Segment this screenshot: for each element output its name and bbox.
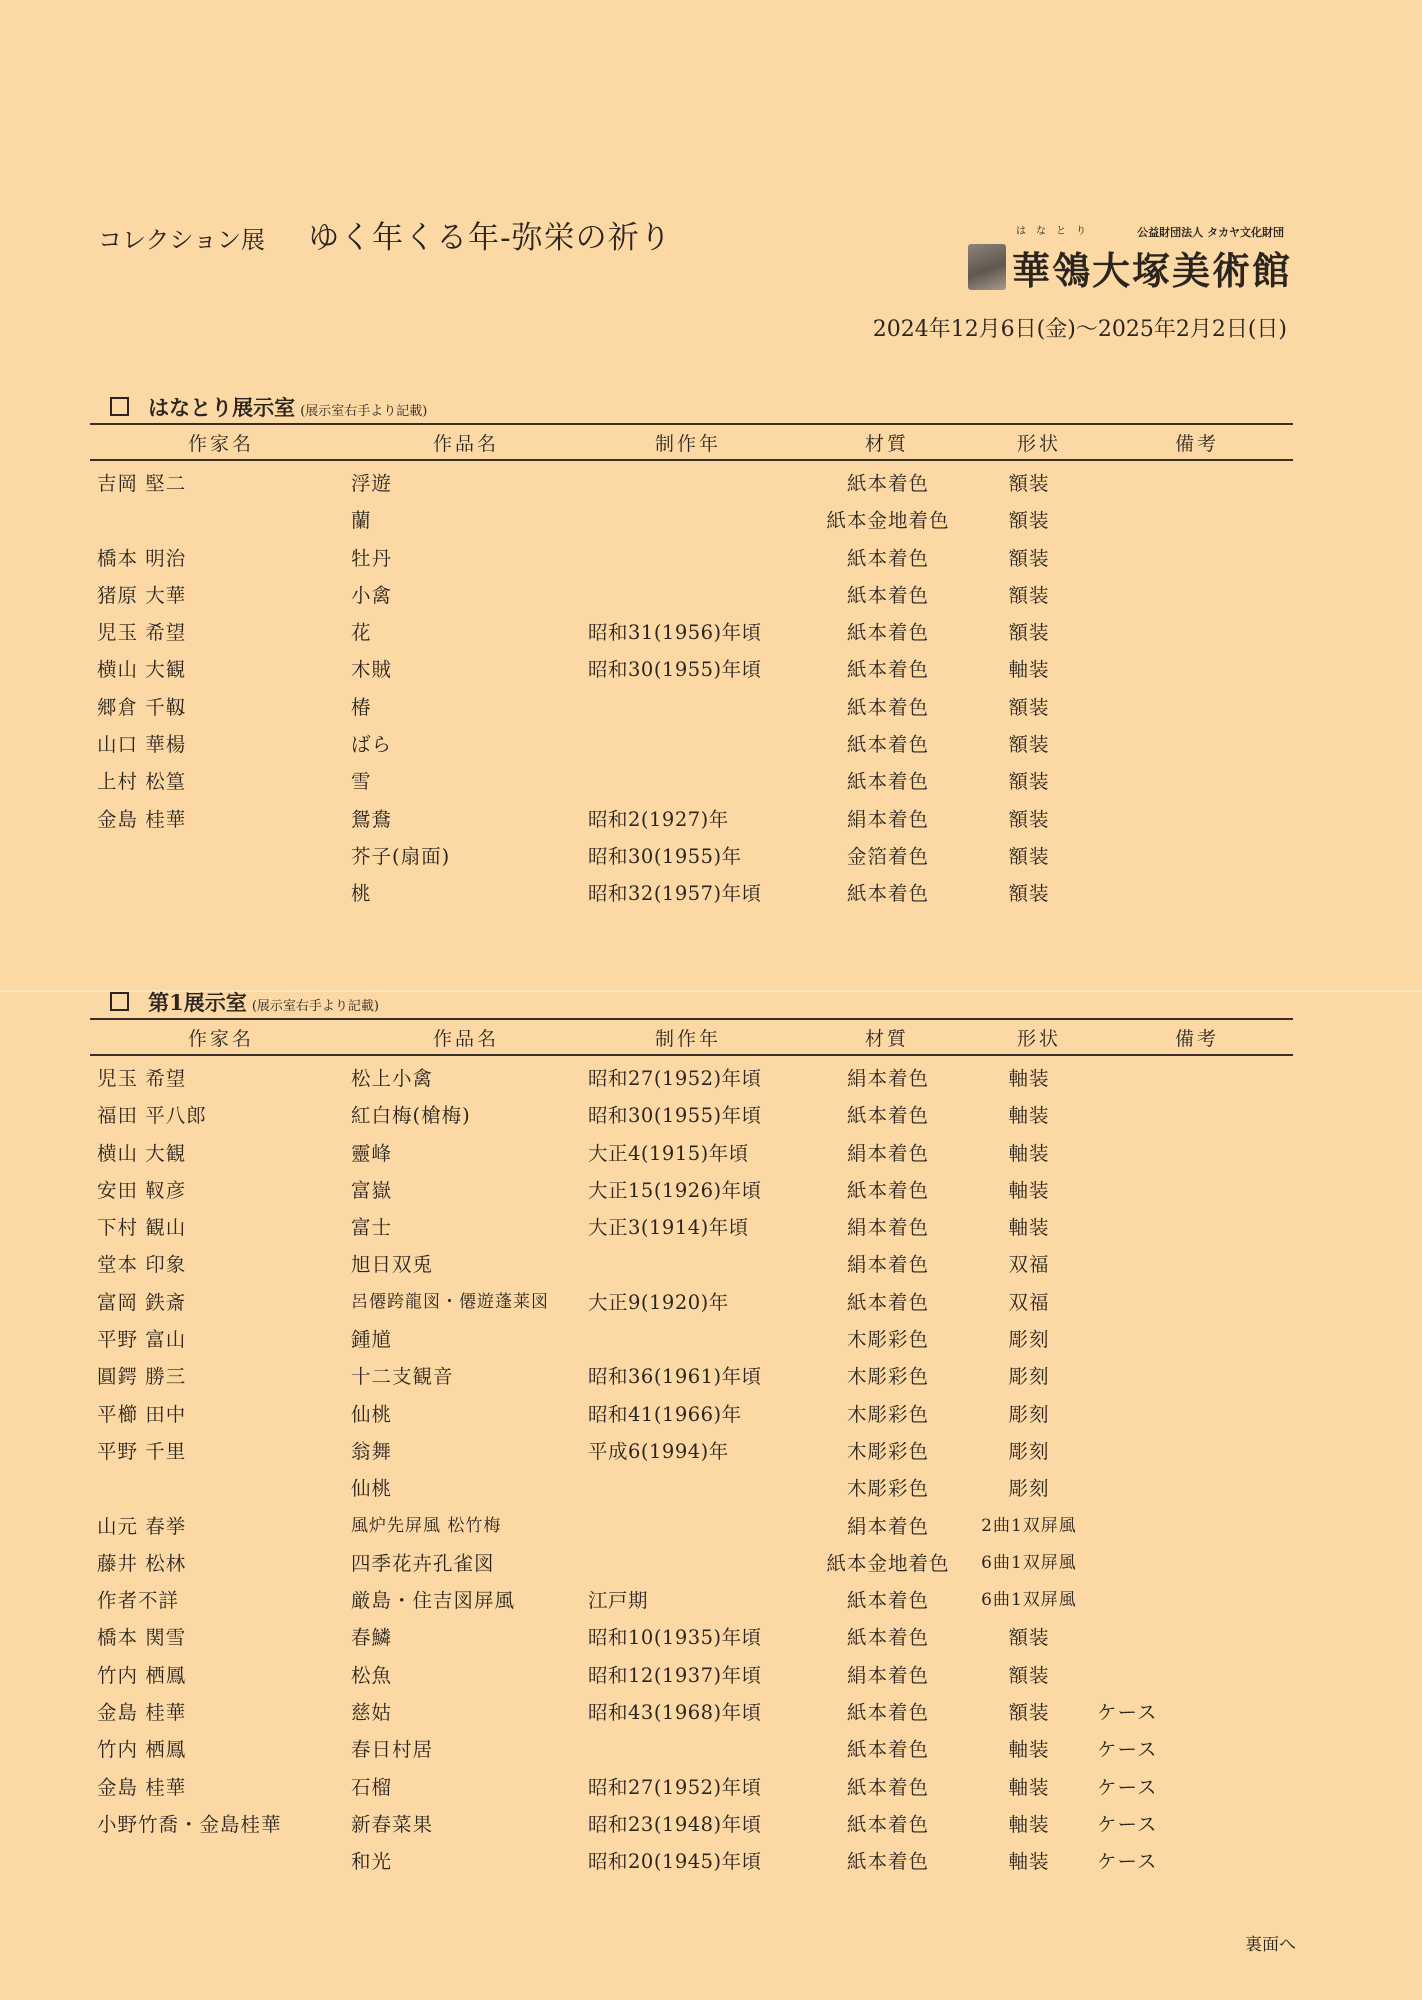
- material-cell: 紙本着色: [846, 1812, 929, 1836]
- artist-cell: 平野 富山: [97, 1328, 187, 1352]
- table-row: [90, 1429, 1293, 1466]
- table-row: [90, 1242, 1293, 1279]
- work-title-cell: 靈峰: [351, 1141, 393, 1165]
- table-row: [90, 1690, 1293, 1727]
- table-row: [90, 647, 1293, 684]
- work-title-cell: 小禽: [351, 583, 393, 607]
- artist-cell: 橋本 明治: [97, 546, 187, 570]
- work-title-cell: 石榴: [351, 1775, 393, 1799]
- material-cell: 紙本着色: [846, 658, 929, 682]
- material-cell: 金箔着色: [846, 844, 929, 868]
- artist-cell: 児玉 希望: [97, 621, 187, 645]
- table-row: [90, 1578, 1293, 1615]
- material-cell: 紙本着色: [846, 472, 929, 495]
- format-cell: 額装: [1008, 733, 1050, 757]
- artist-cell: 藤井 松林: [97, 1551, 187, 1575]
- format-cell: 額装: [1008, 509, 1050, 533]
- work-title-cell: 花: [351, 621, 372, 645]
- column-header-remarks: 備考: [1175, 433, 1220, 455]
- artist-cell: 富岡 鉄斎: [97, 1290, 187, 1314]
- work-title-cell: 旭日双兎: [351, 1253, 434, 1277]
- format-cell: 2曲1双屏風: [981, 1515, 1077, 1536]
- artist-cell: 作者不詳: [97, 1589, 180, 1613]
- artist-cell: 福田 平八郎: [97, 1104, 207, 1128]
- year-cell: 昭和27(1952)年頃: [588, 1775, 762, 1799]
- material-cell: 木彫彩色: [846, 1365, 929, 1389]
- work-title-cell: 春鱗: [351, 1626, 393, 1650]
- material-cell: 紙本金地着色: [826, 1551, 950, 1575]
- material-cell: 紙本金地着色: [826, 509, 950, 533]
- format-cell: 額装: [1008, 807, 1050, 831]
- table-row: [90, 536, 1293, 573]
- material-cell: 木彫彩色: [846, 1328, 929, 1352]
- exhibit-table: [90, 423, 1293, 909]
- remarks-cell: ケース: [1097, 1701, 1158, 1725]
- remarks-cell: ケース: [1097, 1738, 1158, 1762]
- artist-cell: 猪原 大華: [97, 583, 187, 607]
- work-title-cell: 厳島・住吉図屏風: [351, 1589, 516, 1613]
- material-cell: 紙本着色: [846, 1626, 929, 1650]
- column-header-artist: 作家名: [188, 1028, 255, 1050]
- section-note: (展示室右手より記載): [300, 404, 428, 419]
- artist-cell: 平野 千里: [97, 1439, 187, 1463]
- format-cell: 彫刻: [1008, 1439, 1050, 1463]
- format-cell: 軸装: [1008, 1216, 1050, 1240]
- format-cell: 軸装: [1008, 1850, 1050, 1874]
- exhibition-dates: 2024年12月6日(金)～2025年2月2日(日): [872, 317, 1287, 342]
- table-row: [90, 834, 1293, 871]
- table-row: [90, 1802, 1293, 1839]
- material-cell: 木彫彩色: [846, 1477, 929, 1501]
- year-cell: 大正9(1920)年: [588, 1290, 729, 1314]
- work-title-cell: 仙桃: [351, 1402, 393, 1426]
- year-cell: 昭和30(1955)年頃: [588, 1104, 762, 1128]
- work-title-cell: 四季花卉孔雀図: [351, 1551, 495, 1575]
- year-cell: 昭和30(1955)年: [588, 844, 742, 868]
- year-cell: 昭和36(1961)年頃: [588, 1365, 762, 1389]
- table-row: [90, 461, 1293, 498]
- artist-cell: 児玉 希望: [97, 1067, 187, 1090]
- format-cell: 額装: [1008, 1626, 1050, 1650]
- work-title-cell: 慈姑: [351, 1701, 393, 1725]
- format-cell: 6曲1双屏風: [981, 1552, 1077, 1573]
- year-cell: 昭和12(1937)年頃: [588, 1663, 762, 1687]
- year-cell: 昭和2(1927)年: [588, 807, 729, 831]
- year-cell: 平成6(1994)年: [588, 1439, 729, 1463]
- table-row: [90, 871, 1293, 908]
- table-row: [90, 610, 1293, 647]
- artist-cell: 竹内 栖鳳: [97, 1663, 187, 1687]
- table-row: [90, 1168, 1293, 1205]
- format-cell: 額装: [1008, 882, 1050, 906]
- section-title: 第1展示室: [148, 990, 247, 1015]
- year-cell: 昭和23(1948)年頃: [588, 1812, 762, 1836]
- year-cell: 昭和32(1957)年頃: [588, 882, 762, 906]
- material-cell: 絹本着色: [846, 1253, 929, 1277]
- table-row: [90, 1205, 1293, 1242]
- artist-cell: 安田 靫彦: [97, 1178, 187, 1202]
- table-row: [90, 1765, 1293, 1802]
- format-cell: 彫刻: [1008, 1402, 1050, 1426]
- work-title-cell: 松上小禽: [351, 1067, 434, 1090]
- column-header-form: 形状: [1017, 433, 1062, 455]
- artist-cell: 金島 桂華: [97, 1701, 187, 1725]
- artist-cell: 圓鍔 勝三: [97, 1365, 187, 1389]
- artist-cell: 平櫛 田中: [97, 1402, 187, 1426]
- work-title-cell: 和光: [351, 1850, 393, 1874]
- exhibit-table: [90, 1018, 1293, 1877]
- work-title-cell: 雪: [351, 770, 372, 794]
- material-cell: 絹本着色: [846, 807, 929, 831]
- year-cell: 昭和10(1935)年頃: [588, 1626, 762, 1650]
- work-title-cell: 松魚: [351, 1663, 393, 1687]
- format-cell: 彫刻: [1008, 1328, 1050, 1352]
- exhibition-title: ゆく年くる年-弥栄の祈り: [308, 220, 672, 256]
- material-cell: 紙本着色: [846, 546, 929, 570]
- table-row: [90, 685, 1293, 722]
- table-header: [90, 1018, 1293, 1056]
- format-cell: 軸装: [1008, 1067, 1050, 1090]
- exhibition-heading: [98, 212, 672, 257]
- material-cell: 紙本着色: [846, 695, 929, 719]
- checkbox-square-icon: [110, 397, 129, 416]
- material-cell: 紙本着色: [846, 1850, 929, 1874]
- format-cell: 額装: [1008, 621, 1050, 645]
- museum-reading: はなとり: [1016, 226, 1096, 237]
- material-cell: 紙本着色: [846, 1104, 929, 1128]
- material-cell: 紙本着色: [846, 1775, 929, 1799]
- column-header-form: 形状: [1017, 1028, 1062, 1050]
- column-header-year: 制作年: [655, 433, 722, 455]
- artist-cell: 郷倉 千靱: [97, 695, 187, 719]
- year-cell: 大正3(1914)年頃: [588, 1216, 749, 1240]
- table-row: [90, 1839, 1293, 1876]
- column-header-remarks: 備考: [1175, 1028, 1220, 1050]
- year-cell: 大正15(1926)年頃: [588, 1178, 762, 1202]
- checkbox-square-icon: [110, 992, 129, 1011]
- museum-org: 公益財団法人 タカヤ文化財団: [1137, 226, 1284, 239]
- format-cell: 双福: [1008, 1290, 1050, 1314]
- material-cell: 紙本着色: [846, 770, 929, 794]
- section-heading: [110, 392, 427, 422]
- table-row: [90, 1727, 1293, 1764]
- work-title-cell: 芥子(扇面): [351, 844, 451, 868]
- artist-cell: 堂本 印象: [97, 1253, 187, 1277]
- material-cell: 紙本着色: [846, 1290, 929, 1314]
- column-header-material: 材質: [865, 433, 910, 455]
- material-cell: 木彫彩色: [846, 1439, 929, 1463]
- material-cell: 紙本着色: [846, 1178, 929, 1202]
- work-title-cell: 富嶽: [351, 1178, 393, 1202]
- work-title-cell: 翁舞: [351, 1439, 393, 1463]
- year-cell: 昭和41(1966)年: [588, 1402, 742, 1426]
- material-cell: 紙本着色: [846, 1701, 929, 1725]
- table-row: [90, 1541, 1293, 1578]
- next-page-note: 裏面へ: [1245, 1935, 1296, 1955]
- table-row: [90, 722, 1293, 759]
- format-cell: 額装: [1008, 844, 1050, 868]
- format-cell: 軸装: [1008, 1141, 1050, 1165]
- remarks-cell: ケース: [1097, 1850, 1158, 1874]
- artist-cell: 金島 桂華: [97, 807, 187, 831]
- work-title-cell: 仙桃: [351, 1477, 393, 1501]
- work-title-cell: 紅白梅(槍梅): [351, 1104, 471, 1128]
- table-row: [90, 759, 1293, 796]
- table-header: [90, 423, 1293, 461]
- artist-cell: 小野竹喬・金島桂華: [97, 1812, 282, 1836]
- format-cell: 額装: [1008, 1663, 1050, 1687]
- table-row: [90, 1317, 1293, 1354]
- material-cell: 絹本着色: [846, 1216, 929, 1240]
- table-row: [90, 1354, 1293, 1391]
- table-row: [90, 1615, 1293, 1652]
- table-row: [90, 1280, 1293, 1317]
- work-title-cell: 呂僊跨龍図・僊遊蓬莱図: [351, 1291, 549, 1312]
- year-cell: 昭和27(1952)年頃: [588, 1067, 762, 1090]
- artist-cell: 横山 大観: [97, 1141, 187, 1165]
- column-header-artist: 作家名: [188, 433, 255, 455]
- year-cell: 昭和31(1956)年頃: [588, 621, 762, 645]
- work-title-cell: ばら: [351, 733, 393, 757]
- format-cell: 額装: [1008, 770, 1050, 794]
- year-cell: 昭和30(1955)年頃: [588, 658, 762, 682]
- artist-cell: 上村 松篁: [97, 770, 187, 794]
- artist-cell: 横山 大観: [97, 658, 187, 682]
- artist-cell: 竹内 栖鳳: [97, 1738, 187, 1762]
- material-cell: 絹本着色: [846, 1067, 929, 1090]
- artist-cell: 金島 桂華: [97, 1775, 187, 1799]
- year-cell: 昭和20(1945)年頃: [588, 1850, 762, 1874]
- format-cell: 額装: [1008, 546, 1050, 570]
- material-cell: 紙本着色: [846, 621, 929, 645]
- format-cell: 軸装: [1008, 1812, 1050, 1836]
- format-cell: 軸装: [1008, 658, 1050, 682]
- work-title-cell: 新春菜果: [351, 1812, 434, 1836]
- work-title-cell: 蘭: [351, 509, 372, 533]
- table-row: [90, 1504, 1293, 1541]
- format-cell: 軸装: [1008, 1178, 1050, 1202]
- column-header-year: 制作年: [655, 1028, 722, 1050]
- format-cell: 彫刻: [1008, 1365, 1050, 1389]
- year-cell: 大正4(1915)年頃: [588, 1141, 749, 1165]
- artist-cell: 吉岡 堅二: [97, 472, 187, 495]
- work-title-cell: 牡丹: [351, 546, 393, 570]
- table-body: [90, 1056, 1293, 1877]
- remarks-cell: ケース: [1097, 1775, 1158, 1799]
- work-title-cell: 鴛鴦: [351, 807, 393, 831]
- work-title-cell: 富士: [351, 1216, 393, 1240]
- material-cell: 紙本着色: [846, 1738, 929, 1762]
- work-title-cell: 椿: [351, 695, 372, 719]
- format-cell: 額装: [1008, 695, 1050, 719]
- museum-name: 華鴒大塚美術館: [1012, 248, 1293, 293]
- series-label: コレクション展: [98, 226, 266, 254]
- material-cell: 紙本着色: [846, 1589, 929, 1613]
- material-cell: 紙本着色: [846, 583, 929, 607]
- section-heading: [110, 987, 379, 1017]
- work-title-cell: 風炉先屏風 松竹梅: [351, 1515, 502, 1536]
- museum-logo-icon: [968, 244, 1006, 290]
- table-body: [90, 461, 1293, 909]
- column-header-work: 作品名: [433, 1028, 500, 1050]
- material-cell: 絹本着色: [846, 1663, 929, 1687]
- column-header-work: 作品名: [433, 433, 500, 455]
- material-cell: 木彫彩色: [846, 1402, 929, 1426]
- format-cell: 額装: [1008, 472, 1050, 495]
- work-title-cell: 浮遊: [351, 472, 393, 495]
- work-title-cell: 春日村居: [351, 1738, 434, 1762]
- table-row: [90, 797, 1293, 834]
- table-row: [90, 1392, 1293, 1429]
- format-cell: 軸装: [1008, 1738, 1050, 1762]
- work-title-cell: 桃: [351, 882, 372, 906]
- table-row: [90, 1093, 1293, 1130]
- table-row: [90, 573, 1293, 610]
- format-cell: 軸装: [1008, 1775, 1050, 1799]
- table-row: [90, 1466, 1293, 1503]
- material-cell: 絹本着色: [846, 1514, 929, 1538]
- remarks-cell: ケース: [1097, 1812, 1158, 1836]
- material-cell: 紙本着色: [846, 733, 929, 757]
- column-header-material: 材質: [865, 1028, 910, 1050]
- format-cell: 双福: [1008, 1253, 1050, 1277]
- section-note: (展示室右手より記載): [251, 999, 379, 1014]
- year-cell: 江戸期: [588, 1589, 649, 1613]
- work-title-cell: 鍾馗: [351, 1328, 393, 1352]
- artist-cell: 山口 華楊: [97, 733, 187, 757]
- table-row: [90, 498, 1293, 535]
- format-cell: 額装: [1008, 583, 1050, 607]
- format-cell: 額装: [1008, 1701, 1050, 1725]
- artist-cell: 山元 春挙: [97, 1514, 187, 1538]
- table-row: [90, 1056, 1293, 1093]
- artist-cell: 下村 観山: [97, 1216, 187, 1240]
- year-cell: 昭和43(1968)年頃: [588, 1701, 762, 1725]
- artist-cell: 橋本 関雪: [97, 1626, 187, 1650]
- table-row: [90, 1131, 1293, 1168]
- work-title-cell: 十二支観音: [351, 1365, 454, 1389]
- material-cell: 紙本着色: [846, 882, 929, 906]
- format-cell: 6曲1双屏風: [981, 1590, 1077, 1611]
- museum-logo-block: [962, 222, 1293, 294]
- section-title: はなとり展示室: [148, 395, 296, 420]
- table-row: [90, 1653, 1293, 1690]
- material-cell: 絹本着色: [846, 1141, 929, 1165]
- format-cell: 軸装: [1008, 1104, 1050, 1128]
- format-cell: 彫刻: [1008, 1477, 1050, 1501]
- work-title-cell: 木賊: [351, 658, 393, 682]
